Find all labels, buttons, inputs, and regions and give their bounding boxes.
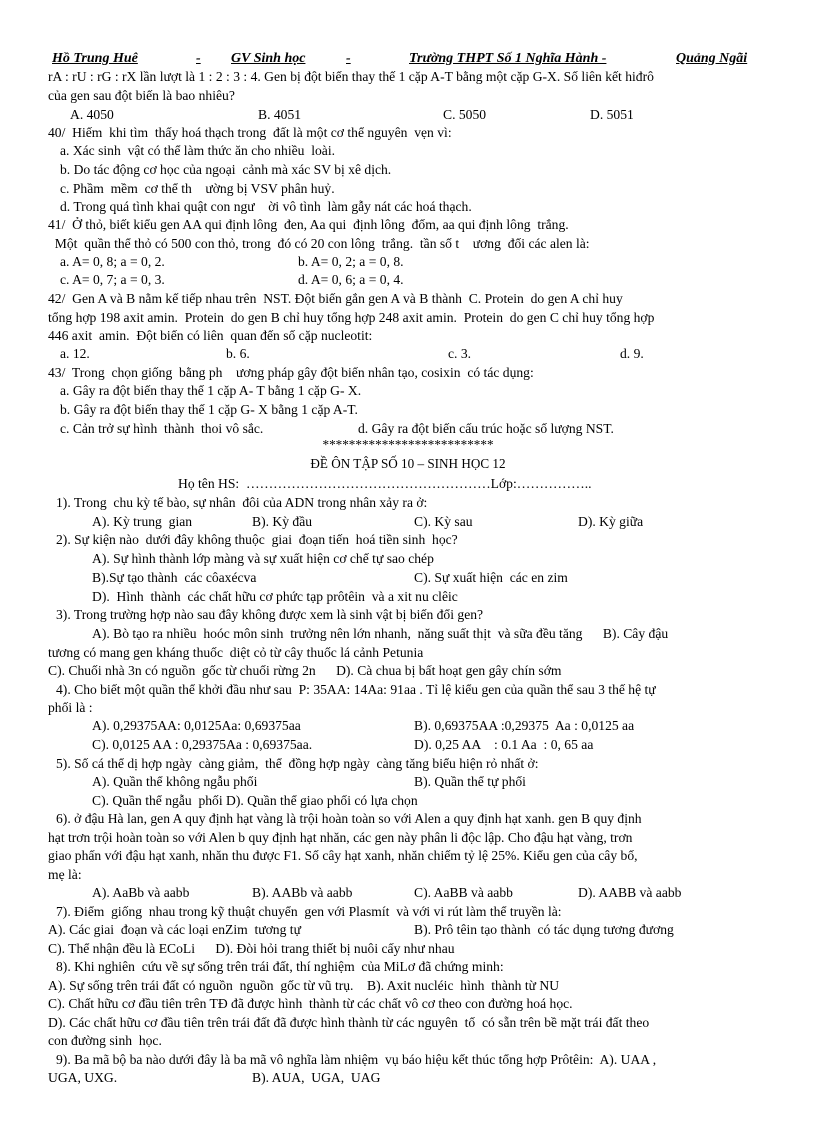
exam-title: ĐỀ ÔN TẬP SỐ 10 – SINH HỌC 12	[310, 456, 506, 471]
header-role: GV Sinh học	[231, 51, 306, 66]
exam-q2-stem: 2). Sự kiện nào dưới đây không thuộc giai đoạn tiến hoá tiền sinh học?	[56, 532, 458, 547]
exam-q9-line-1: 9). Ba mã bộ ba nào dưới đây là ba mã vô nghĩa làm nhiệm vụ báo hiệu kết thúc tổng hợp Prôtêin: A). UAA ,	[56, 1052, 657, 1067]
exam-q5-stem: 5). Số cá thể dị hợp ngày càng giảm, thể đồng hợp ngày càng tăng biểu hiện rỏ nhất ở:	[56, 756, 539, 771]
q39-option-b: B. 4051	[258, 107, 302, 122]
q43-option-b: b. Gây ra đột biến thay thế 1 cặp G- X bằng 1 cặp A-T.	[60, 402, 358, 417]
exam-q9-option-b: B). AUA, UGA, UAG	[252, 1070, 381, 1085]
section-separator: **************************	[322, 437, 494, 452]
exam-q2-option-d: D). Hình thành các chất hữu cơ phức tạp prôtêin và a xit nu clêic	[92, 589, 458, 604]
exam-q2-option-b: B).Sự tạo thành các côaxécva	[92, 570, 257, 585]
header-school: Trường THPT Số 1 Nghĩa Hành -	[409, 51, 607, 66]
q40-option-a: a. Xác sinh vật có thể làm thức ăn cho nhiều loài.	[60, 143, 336, 158]
exam-q7-option-a: A). Các giai đoạn và các loại enZim tương tự	[48, 922, 301, 937]
q42-option-c: c. 3.	[448, 346, 472, 361]
exam-q6-option-c: C). AaBB và aabb	[414, 885, 513, 900]
exam-q7-option-cd: C). Thể nhận đều là ECoLi D). Đòi hỏi trang thiết bị nuôi cấy như nhau	[48, 941, 455, 956]
q41-line-2: Một quần thể thỏ có 500 con thỏ, trong đó có 20 con lông trắng. tần số t ương đối các alen là:	[48, 236, 590, 251]
header-dash-1: -	[196, 51, 201, 66]
exam-q4-option-b: B). 0,69375AA :0,29375 Aa : 0,0125 aa	[414, 718, 635, 733]
q42-option-b: b. 6.	[226, 346, 250, 361]
q42-line-3: 446 axit amin. Đột biến có liên quan đến số cặp nucleotit:	[48, 328, 373, 343]
header-dash-2: -	[346, 51, 351, 66]
exam-q1-option-d: D). Kỳ giữa	[578, 514, 644, 529]
exam-q3-line-1: A). Bò tạo ra nhiều hoóc môn sinh trưởng nên lớn nhanh, năng suất thịt và sữa đều tăng B). Cây đậu	[92, 626, 669, 641]
exam-q8-option-d-line-1: D). Các chất hữu cơ đầu tiên trên trái đất đã được hình thành từ các nguyên tố có sẵn trên bề mặt trái đất theo	[48, 1015, 650, 1030]
exam-q8-option-d-line-2: con đường sinh học.	[48, 1033, 162, 1048]
q40-option-c: c. Phầm mềm cơ thể th ường bị VSV phân huỷ.	[60, 181, 335, 196]
q42-line-2: tổng hợp 198 axit amin. Protein do gen B chỉ huy tổng hợp 248 axit amin. Protein do gen C chỉ huy tổng hợp	[48, 310, 655, 325]
q41-option-b: b. A= 0, 2; a = 0, 8.	[298, 254, 404, 269]
exam-q6-line-1: 6). ở đậu Hà lan, gen A quy định hạt vàng là trội hoàn toàn so với Alen a quy định hạt xanh. gen B quy định	[56, 811, 642, 826]
header-province: Quảng Ngãi	[676, 51, 748, 66]
exam-q4-option-a: A). 0,29375AA: 0,0125Aa: 0,69375aa	[92, 718, 301, 733]
q39-option-c: C. 5050	[443, 107, 487, 122]
q40-option-b: b. Do tác động cơ học của ngoại cảnh mà xác SV bị xê dịch.	[60, 162, 392, 177]
exam-q4-line-2: phối là :	[48, 700, 93, 715]
exam-q8-option-ab: A). Sự sống trên trái đất có nguồn nguồn gốc từ vũ trụ. B). Axit nucléic hình thành từ NU	[48, 978, 560, 993]
q39-option-d: D. 5051	[590, 107, 634, 122]
q43-option-d: d. Gây ra đột biến cấu trúc hoặc số lượng NST.	[358, 421, 614, 436]
exam-q8-stem: 8). Khi nghiên cứu về sự sống trên trái đất, thí nghiệm của MiLơ đã chứng minh:	[56, 959, 504, 974]
exam-q3-line-3: C). Chuối nhà 3n có nguồn gốc từ chuối rừng 2n D). Cà chua bị bất hoạt gen gây chín sớm	[48, 663, 562, 678]
exam-q5-option-cd: C). Quần thể ngẫu phối D). Quần thể giao phối có lựa chọn	[92, 793, 418, 808]
exam-q3-stem: 3). Trong trường hợp nào sau đây không được xem là sinh vật bị biến đổi gen?	[56, 607, 484, 622]
exam-q6-option-d: D). AABB và aabb	[578, 885, 682, 900]
exam-q4-option-c: C). 0,0125 AA : 0,29375Aa : 0,69375aa.	[92, 737, 313, 752]
q41-option-d: d. A= 0, 6; a = 0, 4.	[298, 272, 404, 287]
q39-line-1: rA : rU : rG : rX lần lượt là 1 : 2 : 3 : 4. Gen bị đột biến thay thế 1 cặp A-T bằng một cặp G-X. Số liên kết hiđrô	[48, 69, 654, 84]
exam-q6-line-4: mẹ là:	[48, 867, 82, 882]
exam-q6-line-3: giao phấn với đậu hạt xanh, nhăn thu được F1. Số cây hạt xanh, nhăn chiếm tỷ lệ 25%. Kiểu gen của cây bố,	[48, 848, 638, 863]
student-info-line: Họ tên HS: ………………………………………………Lớp:……………..	[178, 476, 592, 491]
exam-q1-option-b: B). Kỳ đầu	[252, 514, 313, 529]
exam-q8-option-c: C). Chất hữu cơ đầu tiên trên TĐ đã được hình thành từ các chất vô cơ theo con đường hoá học.	[48, 996, 573, 1011]
exam-q2-option-c: C). Sự xuất hiện các en zim	[414, 570, 568, 585]
exam-q7-stem: 7). Điểm giống nhau trong kỹ thuật chuyển gen với Plasmít và với vi rút làm thể truyền là:	[56, 904, 562, 919]
q39-line-2: của gen sau đột biến là bao nhiêu?	[48, 88, 235, 103]
q42-option-d: d. 9.	[620, 346, 644, 361]
q40-option-d: d. Trong quá tình khai quật con ngư ời vô tình làm gẫy nát các hoá thạch.	[60, 199, 472, 214]
q40-stem: 40/ Hiếm khi tìm thấy hoá thạch trong đất là một cơ thể nguyên vẹn vì:	[48, 125, 452, 140]
q42-line-1: 42/ Gen A và B nằm kế tiếp nhau trên NST. Đột biến gắn gen A và B thành C. Protein do gen A chỉ huy	[48, 291, 623, 306]
exam-q4-line-1: 4). Cho biết một quần thể khởi đầu như sau P: 35AA: 14Aa: 91aa . Tỉ lệ kiểu gen của quần thể sau 3 thế hệ tự	[56, 682, 656, 697]
exam-q9-option-a-cont: UGA, UXG.	[48, 1070, 118, 1085]
exam-q1-option-a: A). Kỳ trung gian	[92, 514, 193, 529]
exam-q6-option-a: A). AaBb và aabb	[92, 885, 190, 900]
q43-option-c: c. Cản trở sự hình thành thoi vô sắc.	[60, 421, 264, 436]
exam-q1-stem: 1). Trong chu kỳ tế bào, sự nhân đôi của ADN trong nhân xảy ra ở:	[56, 495, 428, 510]
q43-stem: 43/ Trong chọn giống bằng ph ương pháp gây đột biến nhân tạo, cosixin có tác dụng:	[48, 365, 534, 380]
exam-q7-option-b: B). Prô têin tạo thành có tác dụng tương đương	[414, 922, 674, 937]
q42-option-a: a. 12.	[60, 346, 90, 361]
q41-option-a: a. A= 0, 8; a = 0, 2.	[60, 254, 165, 269]
q41-option-c: c. A= 0, 7; a = 0, 3.	[60, 272, 165, 287]
exam-q4-option-d: D). 0,25 AA : 0.1 Aa : 0, 65 aa	[414, 737, 594, 752]
q39-option-a: A. 4050	[70, 107, 114, 122]
q43-option-a: a. Gây ra đột biến thay thế 1 cặp A- T bằng 1 cặp G- X.	[60, 383, 362, 398]
exam-q6-option-b: B). AABb và aabb	[252, 885, 353, 900]
exam-q6-line-2: hạt trơn trội hoàn toàn so với Alen b quy định hạt nhăn, các gen này phân li độc lập. Cho đậu hạt vàng, trơn	[48, 830, 633, 845]
header-author: Hồ Trung Huê	[52, 51, 138, 66]
exam-q2-option-a: A). Sự hình thành lớp màng và sự xuất hiện cơ chế tự sao chép	[92, 551, 434, 566]
exam-q1-option-c: C). Kỳ sau	[414, 514, 473, 529]
q41-line-1: 41/ Ở thỏ, biết kiểu gen AA qui định lông đen, Aa qui định lông đốm, aa qui định lông trắng.	[48, 217, 569, 232]
exam-q3-line-2: tương có mang gen kháng thuốc diệt cỏ từ cây thuốc lá cảnh Petunia	[48, 645, 424, 660]
exam-q5-option-a: A). Quần thể không ngẫu phối	[92, 774, 258, 789]
exam-q5-option-b: B). Quần thể tự phối	[414, 774, 526, 789]
